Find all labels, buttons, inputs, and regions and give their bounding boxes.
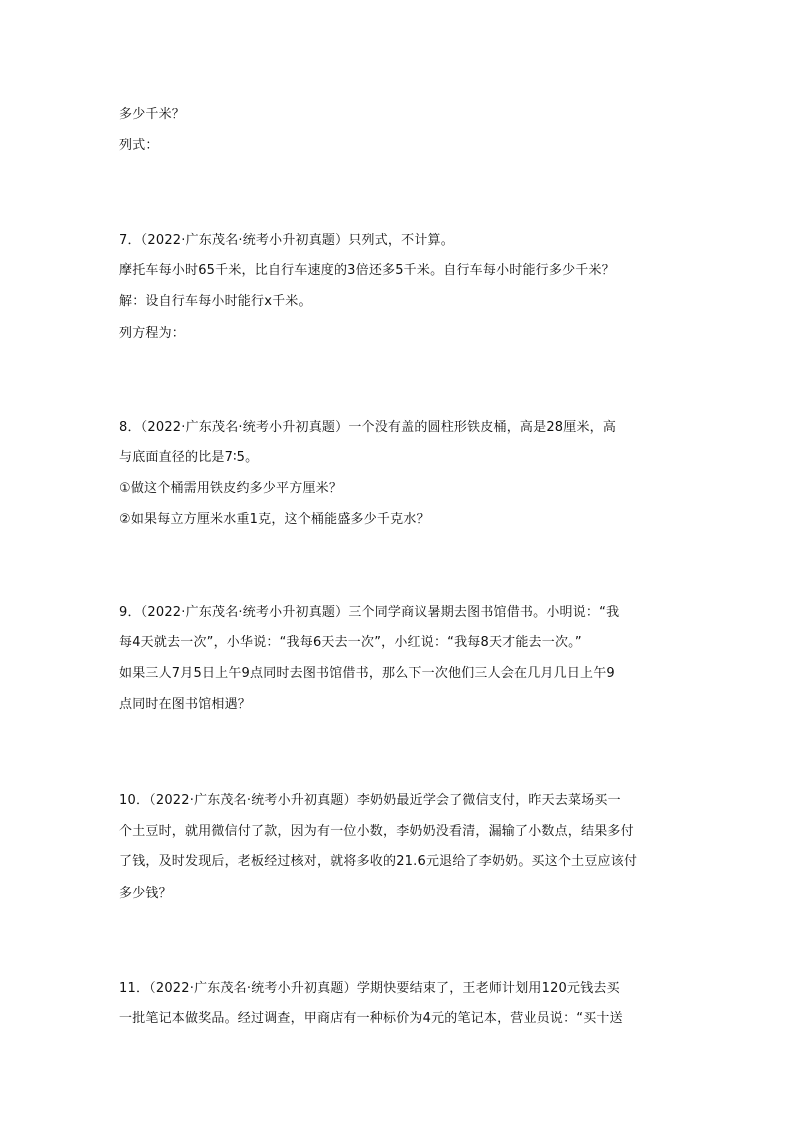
question-9-line-2: 每4天就去一次”，小华说：“我每6天去一次”，小红说：“我每8天才能去一次。” — [119, 635, 582, 650]
question-10-line-4: 多少钱？ — [119, 886, 172, 901]
question-source: （2022·广东茂名·统考小升初真题） — [140, 605, 349, 620]
question-9-line-4: 点同时在图书馆相遇？ — [119, 697, 252, 712]
prev-question-tail: 多少千米？ — [119, 107, 186, 122]
question-number: 8． — [119, 420, 141, 435]
prev-question-formula-label: 列式： — [119, 138, 159, 153]
question-9-line-3: 如果三人7月5日上午9点同时去图书馆借书，那么下一次他们三人会在几月几日上午9 — [119, 666, 615, 681]
question-text: 一个没有盖的圆柱形铁皮桶，高是28厘米，高 — [348, 420, 617, 435]
question-7-line-2: 摩托车每小时65千米，比自行车速度的3倍还多5千米。自行车每小时能行多少千米？ — [119, 263, 615, 278]
question-number: 10． — [119, 793, 150, 808]
question-number: 7． — [119, 233, 141, 248]
question-text: 李奶奶最近学会了微信支付，昨天去菜场买一 — [356, 793, 621, 808]
question-9-line-1 — [119, 604, 619, 622]
question-7-line-1 — [119, 232, 454, 250]
question-source: （2022·广东茂名·统考小升初真题） — [140, 233, 349, 248]
question-10-line-2: 个土豆时，就用微信付了款，因为有一位小数，李奶奶没看清，漏输了小数点，结果多付 — [119, 824, 634, 839]
question-text: 三个同学商议暑期去图书馆借书。小明说：“我 — [348, 605, 620, 620]
question-11-line-2: 一批笔记本做奖品。经过调查，甲商店有一种标价为4元的笔记本，营业员说：“买十送 — [119, 1011, 623, 1026]
question-8-line-2: 与底面直径的比是7∶5。 — [119, 450, 259, 465]
question-8-line-1 — [119, 419, 616, 437]
question-8-line-4: ②如果每立方厘米水重1克，这个桶能盛多少千克水？ — [119, 512, 430, 527]
question-source: （2022·广东茂名·统考小升初真题） — [149, 793, 357, 808]
question-text: 学期快要结束了，王老师计划用120元钱去买 — [356, 981, 620, 996]
question-source: （2022·广东茂名·统考小升初真题） — [149, 981, 357, 996]
question-10-line-1 — [119, 792, 621, 810]
question-number: 9． — [119, 605, 141, 620]
question-source: （2022·广东茂名·统考小升初真题） — [140, 420, 349, 435]
question-number: 11． — [119, 981, 150, 996]
question-10-line-3: 了钱，及时发现后，老板经过核对，就将多收的21.6元退给了李奶奶。买这个土豆应该付 — [119, 854, 638, 869]
question-11-line-1 — [119, 980, 620, 998]
question-8-line-3: ①做这个桶需用铁皮约多少平方厘米？ — [119, 481, 343, 496]
question-7-line-3: 解：设自行车每小时能行x千米。 — [119, 294, 312, 309]
question-text: 只列式，不计算。 — [348, 233, 454, 248]
question-7-line-4: 列方程为： — [119, 326, 186, 341]
